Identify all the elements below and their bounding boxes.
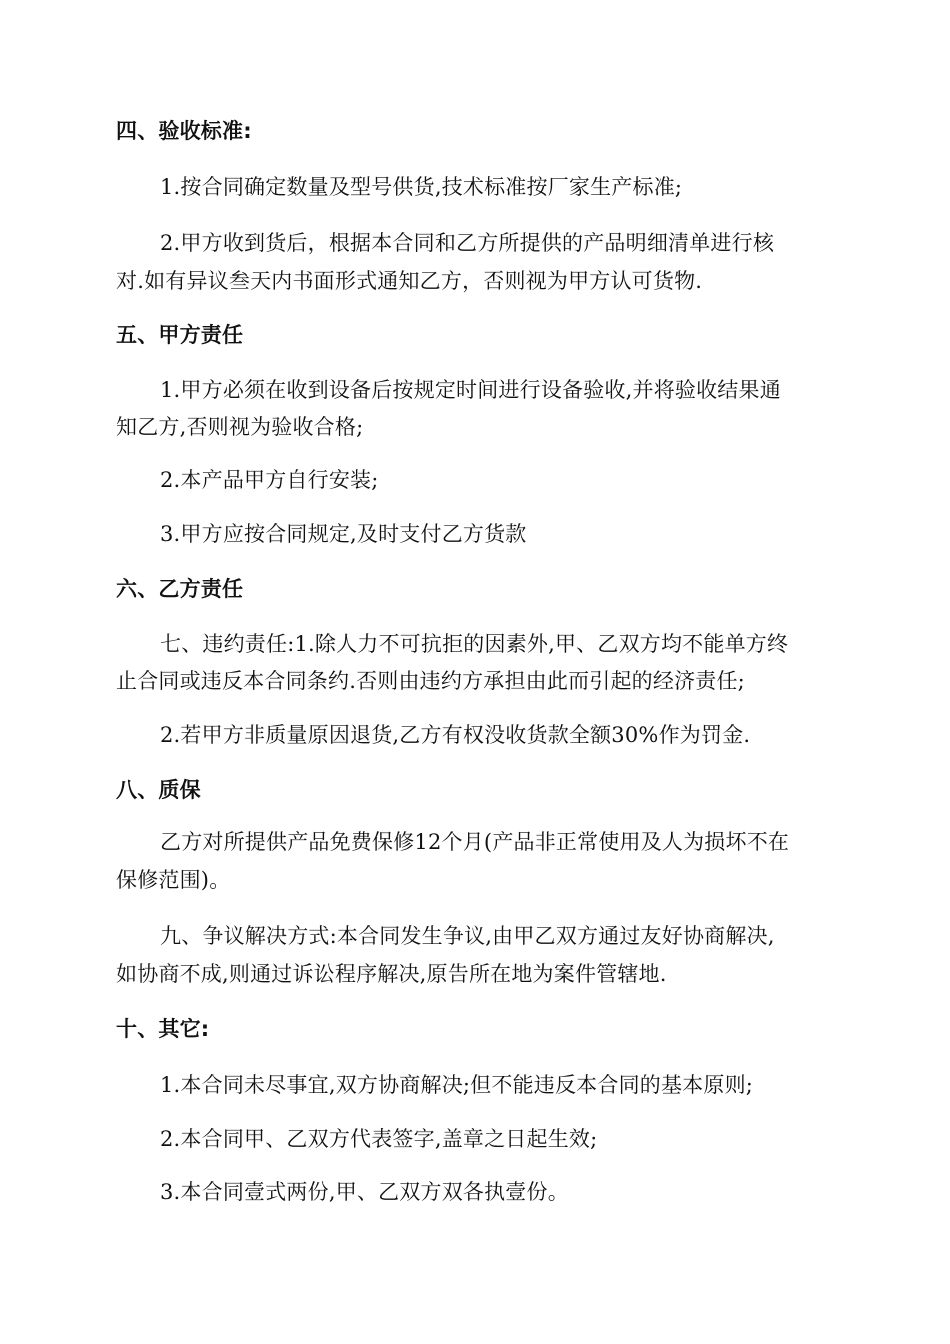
section-heading-party-a: 五、甲方责任: [116, 323, 244, 347]
section-heading-party-b: 六、乙方责任: [116, 577, 244, 601]
paragraph-line: 3.本合同壹式两份,甲、乙双方双各执壹份。: [160, 1180, 569, 1204]
paragraph-line: 如协商不成,则通过诉讼程序解决,原告所在地为案件管辖地.: [116, 962, 667, 986]
paragraph-line: 1.甲方必须在收到设备后按规定时间进行设备验收,并将验收结果通: [160, 378, 781, 402]
paragraph-line: 九、争议解决方式:本合同发生争议,由甲乙双方通过友好协商解决,: [160, 924, 775, 948]
paragraph-line: 2.本合同甲、乙双方代表签字,盖章之日起生效;: [160, 1127, 598, 1151]
paragraph-line: 知乙方,否则视为验收合格;: [116, 415, 364, 439]
paragraph-line: 2.甲方收到货后，根据本合同和乙方所提供的产品明细清单进行核: [160, 231, 775, 255]
paragraph-line: 1.本合同未尽事宜,双方协商解决;但不能违反本合同的基本原则;: [160, 1073, 754, 1097]
section-heading-acceptance: 四、验收标准:: [116, 119, 252, 143]
paragraph-line: 3.甲方应按合同规定,及时支付乙方货款: [160, 522, 527, 546]
section-heading-warranty: 八、质保: [116, 778, 201, 802]
paragraph-line: 乙方对所提供产品免费保修12个月(产品非正常使用及人为损坏不在: [160, 830, 790, 854]
section-heading-other: 十、其它:: [116, 1017, 210, 1041]
paragraph-line: 止合同或违反本合同条约.否则由违约方承担由此而引起的经济责任;: [116, 669, 745, 693]
paragraph-line: 对.如有异议叁天内书面形式通知乙方，否则视为甲方认可货物.: [116, 269, 703, 293]
paragraph-line: 1.按合同确定数量及型号供货,技术标准按厂家生产标准;: [160, 175, 683, 199]
paragraph-line: 七、违约责任:1.除人力不可抗拒的因素外,甲、乙双方均不能单方终: [160, 632, 789, 656]
paragraph-line: 2.若甲方非质量原因退货,乙方有权没收货款全额30%作为罚金.: [160, 723, 751, 747]
paragraph-line: 保修范围)。: [116, 868, 231, 892]
paragraph-line: 2.本产品甲方自行安装;: [160, 468, 379, 492]
